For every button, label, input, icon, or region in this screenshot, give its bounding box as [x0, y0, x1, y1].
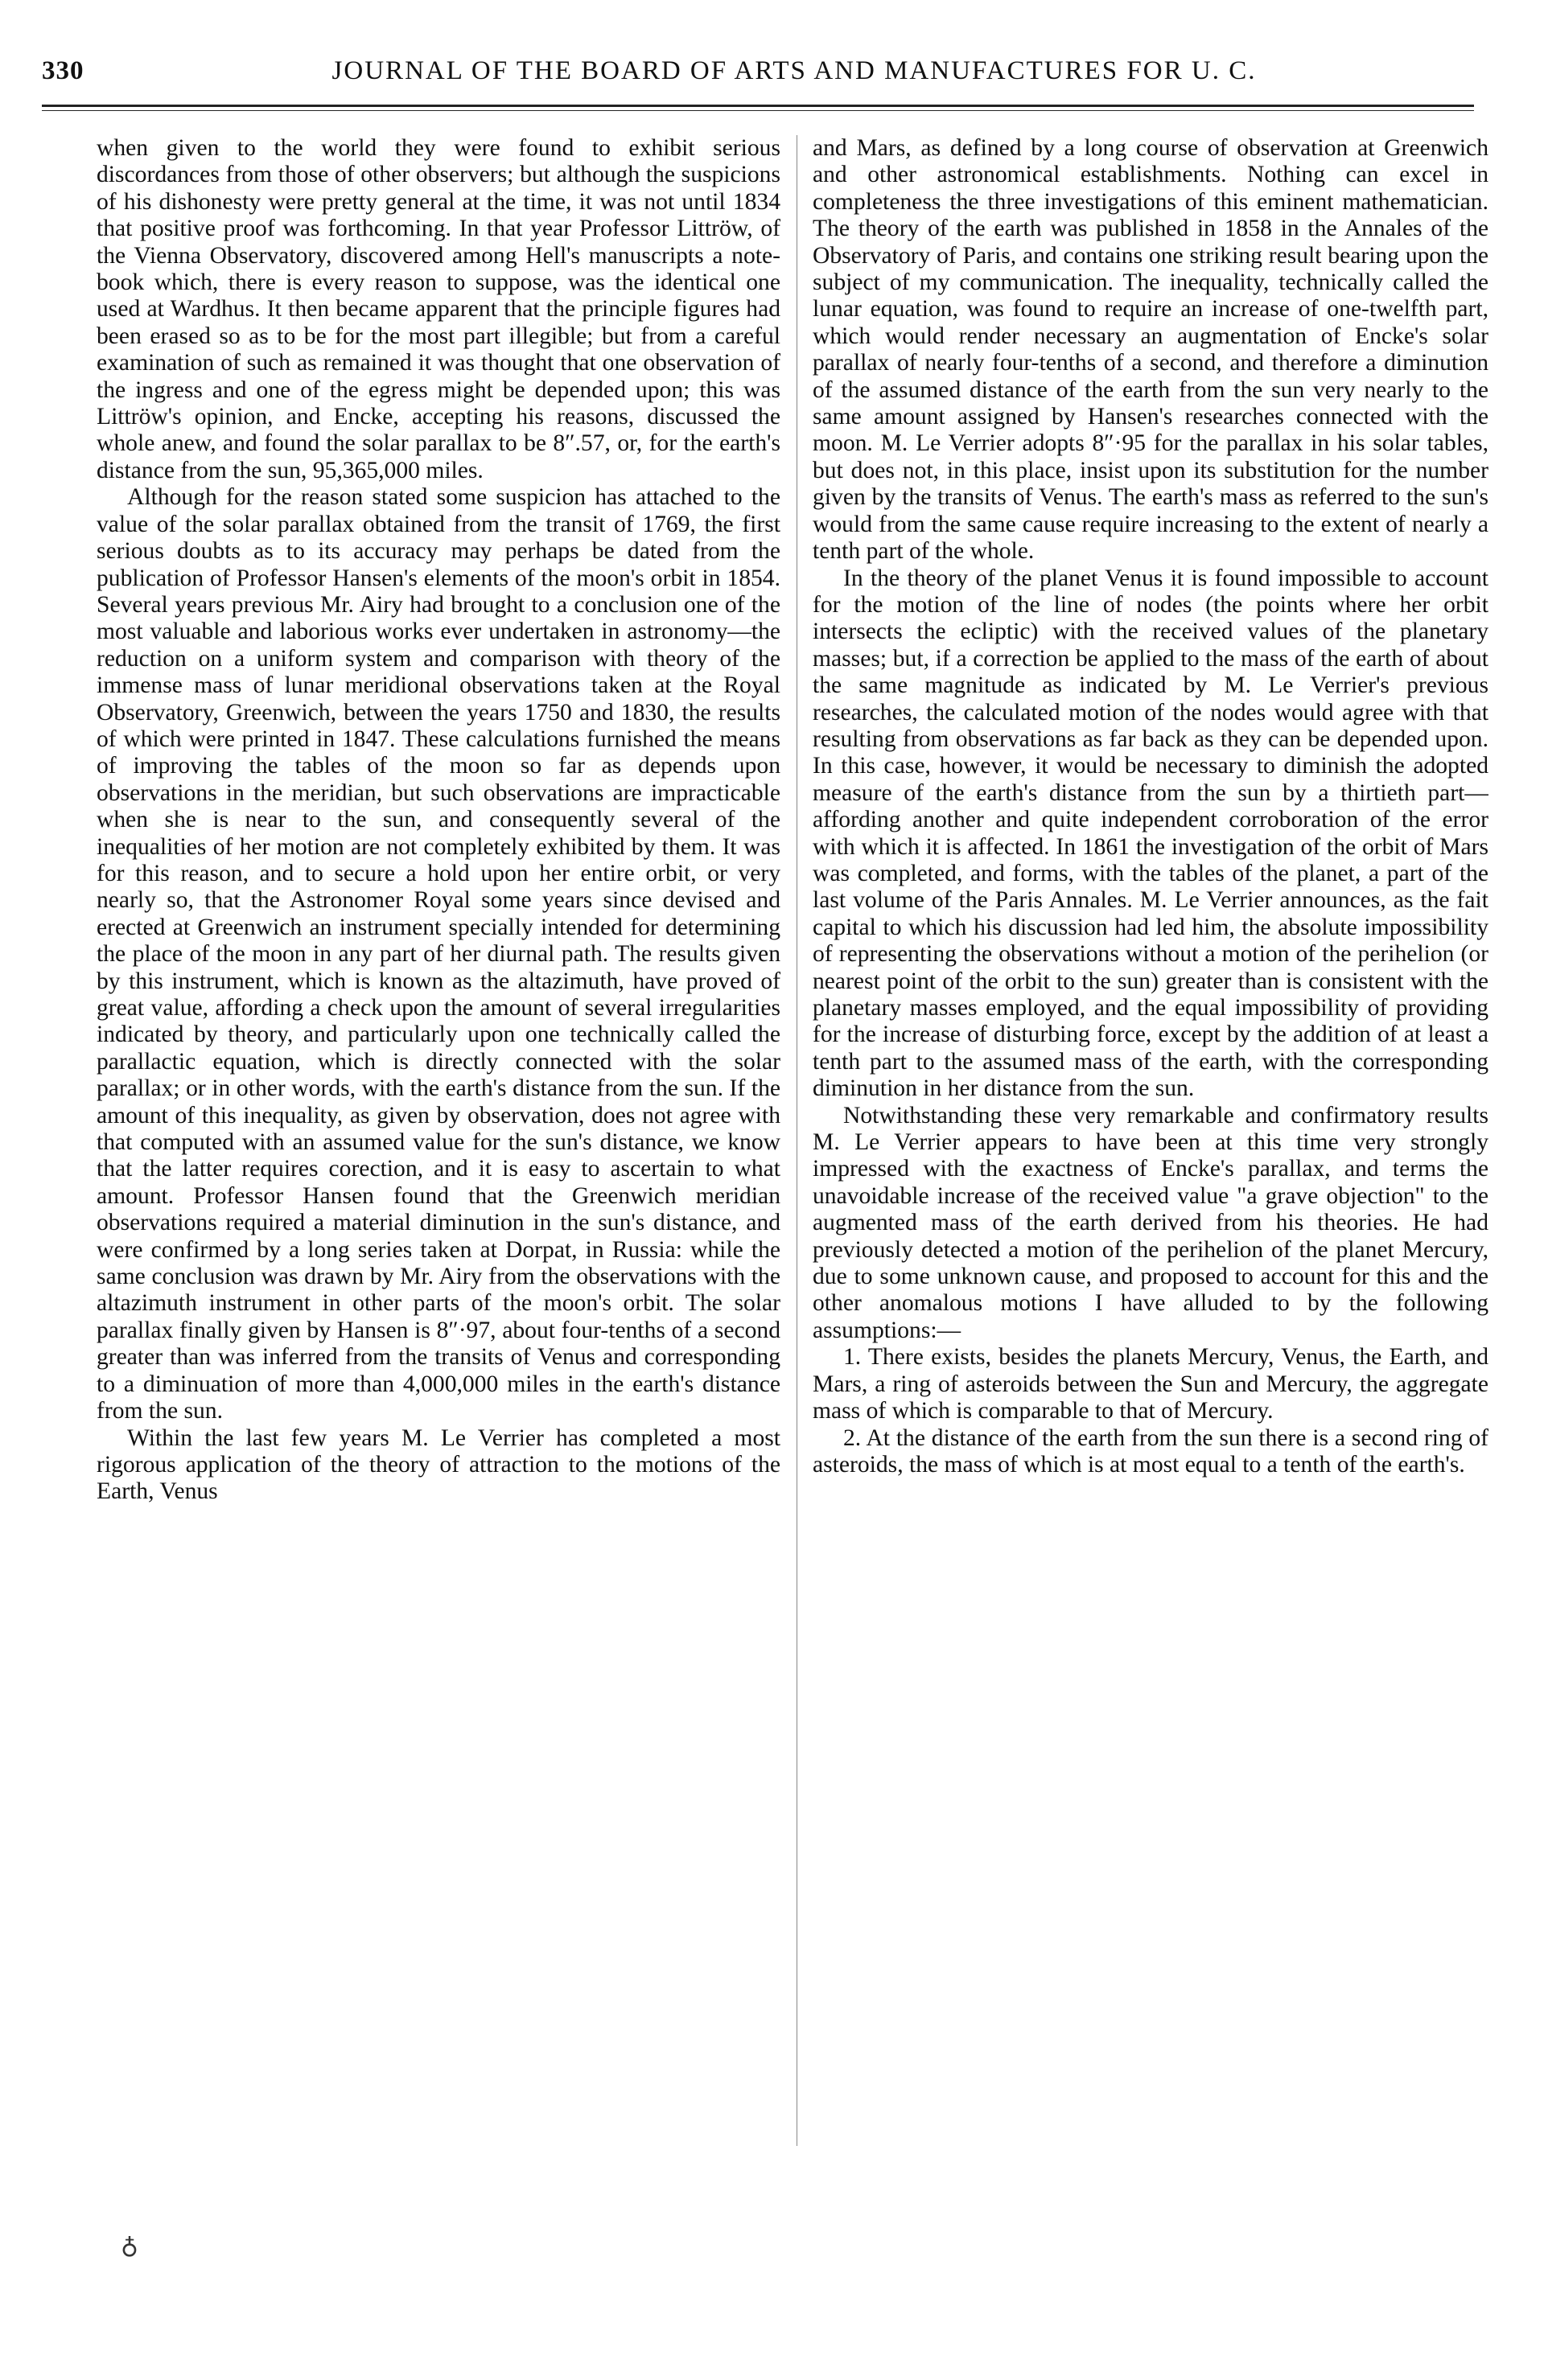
printer-mark-icon: ♁ — [121, 2233, 138, 2259]
running-title: JOURNAL OF THE BOARD OF ARTS AND MANUFACTURES FOR U. C. — [331, 56, 1257, 85]
paragraph: Notwithstanding these very remarkable and confirmatory results M. Le Verrier appears to have been at this time very strongly impressed with the exactness of Encke's parallax, and terms the unavoidable increase of the received value "a grave objection" to the augmented mass of the earth derived from his theories. He had previously detected a motion of the perihelion of the planet Mercury, due to some unknown cause, and proposed to account for this and the other anomalous motions I have alluded to by the following assumptions:— — [813, 1102, 1488, 1343]
paragraph: In the theory of the planet Venus it is found impossible to account for the motion of the line of nodes (the points where her orbit intersects the ecliptic) with the received values of the planetary masses; but, if a correction be applied to the mass of the earth of about the same magnitude as indicated by M. Le Verrier's previous researches, the calculated motion of the nodes would agree with that resulting from observations as far back as they can be depended upon. In this case, however, it would be necessary to diminish the adopted measure of the earth's distance from the sun by a thirtieth part—affording another and quite independent corroboration of the error with which it is affected. In 1861 the investigation of the orbit of Mars was completed, and forms, with the tables of the planet, a part of the last volume of the Paris Annales. M. Le Verrier announces, as the fait capital to which his discussion had led him, the absolute impossibility of representing the observations without a motion of the perihelion (or nearest point of the orbit to the sun) greater than is consistent with the planetary masses employed, and the equal impossibility of providing for the increase of disturbing force, except by the addition of at least a tenth part to the assumed mass of the earth, with the corresponding diminution in her distance from the sun. — [813, 565, 1488, 1102]
paragraph: and Mars, as defined by a long course of observation at Greenwich and other astronomical establishments. Nothing can excel in completeness the three investigations of this eminent mathematician. The theory of the earth was published in 1858 in the Annales of the Observatory of Paris, and contains one striking result bearing upon the subject of my communication. The inequality, technically called the lunar equation, was found to require an increase of one-twelfth part, which would render necessary an augmentation of Encke's solar parallax of nearly four-tenths of a second, and therefore a diminution of the assumed distance of the earth from the sun very nearly to the same amount assigned by Hansen's researches connected with the moon. M. Le Verrier adopts 8″·95 for the parallax in his solar tables, but does not, in this place, insist upon its substitution for the number given by the transits of Venus. The earth's mass as referred to the sun's would from the same cause require increasing to the extent of nearly a tenth part of the whole. — [813, 135, 1488, 565]
header-rule-thin — [42, 110, 1474, 111]
assumption-list — [813, 1344, 1488, 1478]
left-column — [97, 135, 780, 2218]
running-header — [42, 56, 1490, 105]
right-column — [813, 135, 1488, 2218]
header-rule — [42, 105, 1474, 107]
paragraph: when given to the world they were found to exhibit serious discordances from those of other observers; but although the suspicions of his dishonesty were pretty general at the time, it was not until 1834 that positive proof was forthcoming. In that year Professor Littröw, of the Vienna Observatory, discovered among Hell's manuscripts a note-book which, there is every reason to suppose, was the identical one used at Wardhus. It then became apparent that the principle figures had been erased so as to be for the most part illegible; but from a careful examination of such as remained it was thought that one observation of the ingress and one of the egress might be depended upon; this was Littröw's opinion, and Encke, accepting his reasons, discussed the whole anew, and found the solar parallax to be 8″.57, or, for the earth's distance from the sun, 95,365,000 miles. — [97, 135, 780, 483]
list-item: 2. At the distance of the earth from the sun there is a second ring of asteroids, the mass of which is at most equal to a tenth of the earth's. — [813, 1424, 1488, 1478]
page-number: 330 — [42, 56, 84, 85]
paragraph: Within the last few years M. Le Verrier has completed a most rigorous application of the theory of attraction to the motions of the Earth, Venus — [97, 1424, 780, 1505]
paragraph: Although for the reason stated some suspicion has attached to the value of the solar parallax obtained from the transit of 1769, the first serious doubts as to its accuracy may perhaps be dated from the publication of Professor Hansen's elements of the moon's orbit in 1854. Several years previous Mr. Airy had brought to a conclusion one of the most valuable and laborious works ever undertaken in astronomy—the reduction on a uniform system and comparison with theory of the immense mass of lunar meridional observations taken at the Royal Observatory, Greenwich, between the years 1750 and 1830, the results of which were printed in 1847. These calculations furnished the means of improving the tables of the moon so far as depends upon observations in the meridian, but such observations are impracticable when she is near to the sun, and consequently several of the inequalities of her motion are not completely exhibited by them. It was for this reason, and to secure a hold upon her entire orbit, or very nearly so, that the Astronomer Royal some years since devised and erected at Greenwich an instrument specially intended for determining the place of the moon in any part of her diurnal path. The results given by this instrument, which is known as the altazimuth, have proved of great value, affording a check upon the amount of several irregularities indicated by theory, and particularly upon one technically called the parallactic equation, which is directly connected with the solar parallax; or in other words, with the earth's distance from the sun. If the amount of this inequality, as given by observation, does not agree with that computed with an assumed value for the sun's distance, we know that the latter requires corection, and it is easy to ascertain to what amount. Professor Hansen found that the Greenwich meridian observations required a material diminution in the sun's distance, and were confirmed by a long series taken at Dorpat, in Russia: while the same conclusion was drawn by Mr. Airy from the observations with the altazimuth instrument in other parts of the moon's orbit. The solar parallax finally given by Hansen is 8″·97, about four-tenths of a second greater than was inferred from the transits of Venus and corresponding to a diminuation of more than 4,000,000 miles in the earth's distance from the sun. — [97, 484, 780, 1424]
list-item: 1. There exists, besides the planets Mercury, Venus, the Earth, and Mars, a ring of asteroids between the Sun and Mercury, the aggregate mass of which is comparable to that of Mercury. — [813, 1344, 1488, 1424]
